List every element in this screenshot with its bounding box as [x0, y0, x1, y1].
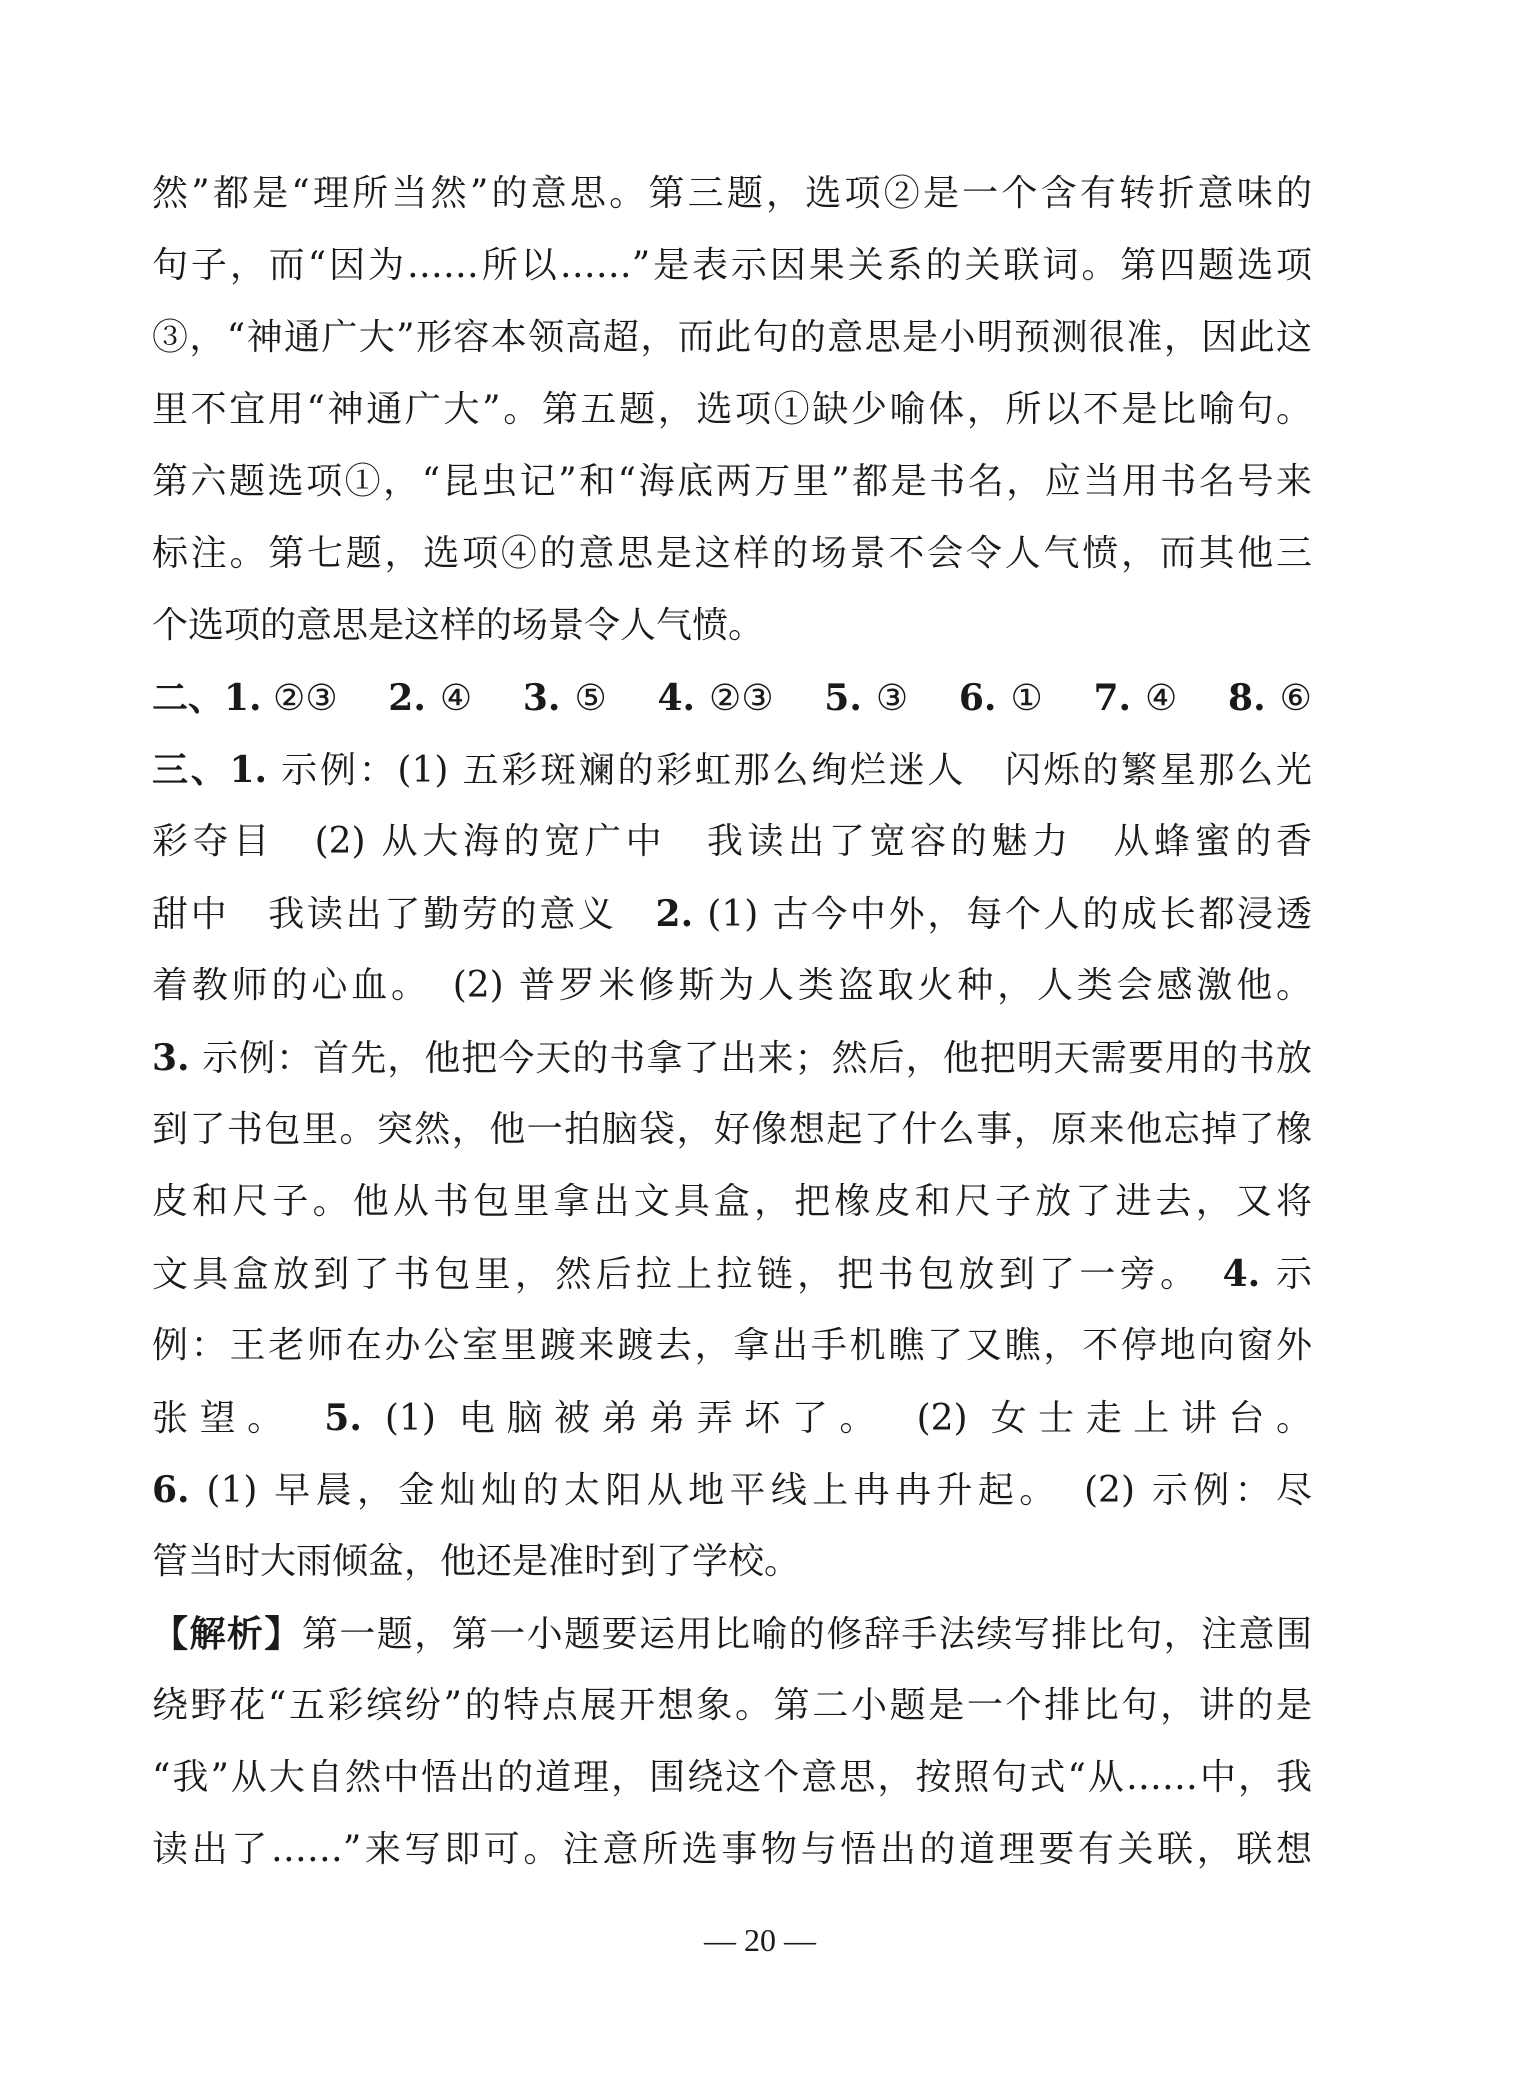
text-line — [152, 734, 1312, 806]
answer-value: ⑥ — [1279, 678, 1312, 719]
text-line: ③，“神通广大”形容本领高超，而此句的意思是小明预测很准，因此这 — [152, 317, 1312, 358]
text-span: 甜中 我读出了勤劳的意义 — [152, 894, 656, 935]
analysis-line: 读出了……”来写即可。注意所选事物与悟出的道理要有关联，联想 — [152, 1829, 1312, 1870]
text-line: 管当时大雨倾盆，他还是准时到了学校。 — [152, 1541, 801, 1582]
answer-number: 7. — [1093, 677, 1132, 719]
analysis-line: 绕野花“五彩缤纷”的特点展开想象。第二小题是一个排比句，讲的是 — [152, 1685, 1312, 1726]
document-body — [152, 158, 1312, 1886]
text-span: 示例：(1) 五彩斑斓的彩虹那么绚烂迷人 闪烁的繁星那么光 — [267, 750, 1312, 791]
text-line: 里不宜用“神通广大”。第五题，选项①缺少喻体，所以不是比喻句。 — [152, 389, 1312, 430]
answer-value: ②③ — [273, 678, 338, 719]
section-three-lead: 三、1. — [152, 749, 268, 791]
text-span: 张望。 — [152, 1398, 325, 1439]
answer-value: ④ — [1145, 678, 1178, 719]
answer-value: ②③ — [709, 678, 774, 719]
text-line: 例：王老师在办公室里踱来踱去，拿出手机瞧了又瞧，不停地向窗外 — [152, 1325, 1312, 1366]
answer-value: ⑤ — [574, 678, 607, 719]
answer-item — [657, 662, 773, 734]
text-line: 句子，而“因为……所以……”是表示因果关系的关联词。第四题选项 — [152, 245, 1312, 286]
section-two-lead: 二、1. — [152, 677, 262, 719]
answer-number: 5. — [824, 677, 862, 719]
answer-item — [1093, 662, 1177, 734]
text-span: (1) 电脑被弟弟弄坏了。 (2) 女士走上讲台。 — [361, 1398, 1312, 1439]
analysis-line — [152, 1598, 1312, 1670]
answer-value: ③ — [875, 678, 909, 719]
question-number: 3. — [152, 1037, 190, 1079]
text-line: 标注。第七题，选项④的意思是这样的场景不会令人气愤，而其他三 — [152, 533, 1312, 574]
text-line: 着教师的心血。 (2) 普罗米修斯为人类盗取火种，人类会感激他。 — [152, 965, 1312, 1006]
text-line: 第六题选项①，“昆虫记”和“海底两万里”都是书名，应当用书名号来 — [152, 461, 1312, 502]
text-line — [152, 1022, 1312, 1094]
answer-item — [523, 662, 607, 734]
text-line — [152, 1454, 1312, 1526]
text-span: 示 — [1260, 1254, 1312, 1295]
page-number: — 20 — — [704, 1922, 816, 1958]
text-line: 皮和尺子。他从书包里拿出文具盒，把橡皮和尺子放了进去，又将 — [152, 1181, 1312, 1222]
text-line: 到了书包里。突然，他一拍脑袋，好像想起了什么事，原来他忘掉了橡 — [152, 1109, 1312, 1150]
answer-number: 4. — [657, 677, 696, 719]
answer-number: 2. — [388, 677, 426, 719]
analysis-line: “我”从大自然中悟出的道理，围绕这个意思，按照句式“从……中，我 — [152, 1757, 1312, 1798]
answer-value: ④ — [439, 678, 473, 719]
text-line — [152, 1382, 1312, 1454]
answer-item — [824, 662, 908, 734]
analysis-label: 【解析】 — [152, 1613, 302, 1655]
text-span: 示例：首先，他把今天的书拿了出来；然后，他把明天需要用的书放 — [189, 1038, 1312, 1079]
text-span: (1) 早晨，金灿灿的太阳从地平线上冉冉升起。 (2) 示例：尽 — [189, 1470, 1312, 1511]
text-span: 第一题，第一小题要运用比喻的修辞手法续写排比句，注意围 — [301, 1614, 1312, 1655]
text-line: 彩夺目 (2) 从大海的宽广中 我读出了宽容的魅力 从蜂蜜的香 — [152, 821, 1312, 862]
answer-number: 6. — [958, 677, 997, 719]
answer-item — [959, 662, 1043, 734]
text-line — [152, 1238, 1312, 1310]
answer-item — [1228, 662, 1312, 734]
text-line: 个选项的意思是这样的场景令人气愤。 — [152, 605, 765, 646]
question-number: 2. — [655, 893, 694, 935]
section-two-answers — [152, 662, 1312, 734]
question-number: 6. — [152, 1469, 190, 1511]
text-span: (1) 古今中外，每个人的成长都浸透 — [693, 894, 1312, 935]
answer-number: 8. — [1228, 677, 1266, 719]
text-line — [152, 878, 1312, 950]
question-number: 5. — [324, 1397, 362, 1439]
text-span: 文具盒放到了书包里，然后拉上拉链，把书包放到了一旁。 — [152, 1254, 1223, 1295]
question-number: 4. — [1222, 1253, 1261, 1295]
answer-number: 3. — [522, 677, 561, 719]
answer-value: ① — [1010, 678, 1043, 719]
answer-item — [152, 662, 338, 734]
answer-item — [388, 662, 472, 734]
text-line: 然”都是“理所当然”的意思。第三题，选项②是一个含有转折意味的 — [152, 173, 1312, 214]
